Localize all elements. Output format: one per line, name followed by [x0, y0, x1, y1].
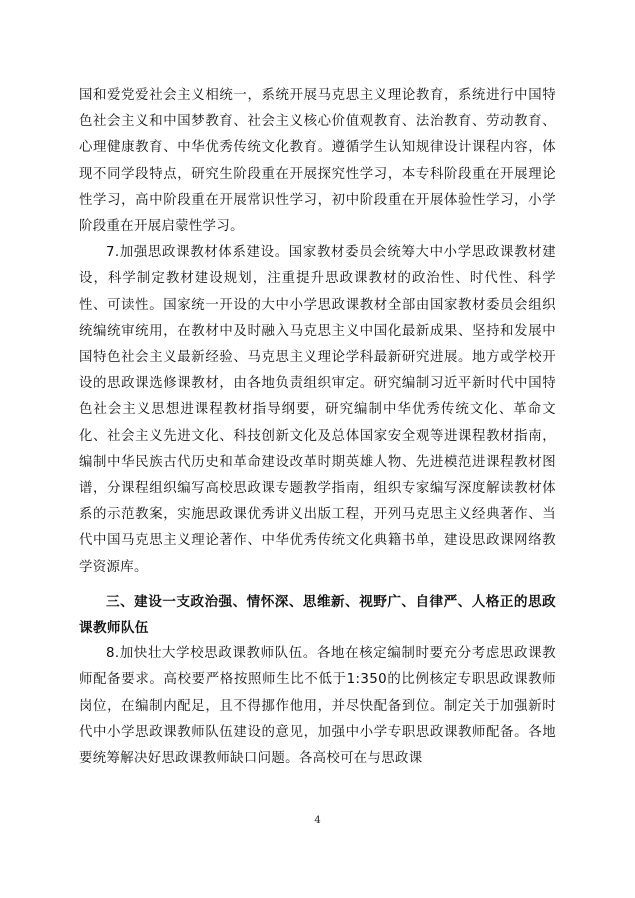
paragraph-continued: 国和爱党爱社会主义相统一，系统开展马克思主义理论教育，系统进行中国特色社会主义和中国梦教育、社会主义核心价值观教育、法治教育、劳动教育、心理健康教育、中华优秀传统文化教育。遵循学生认知规律设计课程内容，体现不同学段特点，研究生阶段重在开展探究性学习，本专科阶段重在开展理论性学习，高中阶段重在开展常识性学习，初中阶段重在开展体验性学习，小学阶段重在开展启蒙性学习。	[79, 88, 556, 235]
page-number: 4	[314, 815, 321, 826]
document-body	[79, 83, 556, 772]
section-heading: 三、建设一支政治强、情怀深、思维新、视野广、自律严、人格正的思政课教师队伍	[79, 593, 556, 637]
paragraph-textbook-system: 7.加强思政课教材体系建设。国家教材委员会统筹大中小学思政课教材建设，科学制定教材建设规划，注重提升思政课教材的政治性、时代性、科学性、可读性。国家统一开设的大中小学思政课教材全部由国家教材委员会组织统编统审统用，在教材中及时融入马克思主义中国化最新成果、坚持和发展中国特色社会主义最新经验、马克思主义理论学科最新研究进展。地方或学校开设的思政课选修课教材，由各地负责组织审定。研究编制习近平新时代中国特色社会主义思想进课程教材指导纲要，研究编制中华优秀传统文化、革命文化、社会主义先进文化、科技创新文化及总体国家安全观等进课程教材指南，编制中华民族古代历史和革命建设改革时期英雄人物、先进模范进课程教材图谱，分课程组织编写高校思政课专题教学指南，组织专家编写深度解读教材体系的示范教案，实施思政课优秀讲义出版工程，开列马克思主义经典著作、当代中国马克思主义理论著作、中华优秀传统文化典籍书单，建设思政课网络教学资源库。	[79, 245, 556, 575]
paragraph-teacher-team: 8.加快壮大学校思政课教师队伍。各地在核定编制时要充分考虑思政课教师配备要求。高校要严格按照师生比不低于1:350的比例核定专职思政课教师岗位，在编制内配足，且不得挪作他用，并尽快配备到位。制定关于加强新时代中小学思政课教师队伍建设的意见，加强中小学专职思政课教师配备。各地要统筹解决好思政课教师缺口问题。各高校可在与思政课	[79, 646, 556, 767]
